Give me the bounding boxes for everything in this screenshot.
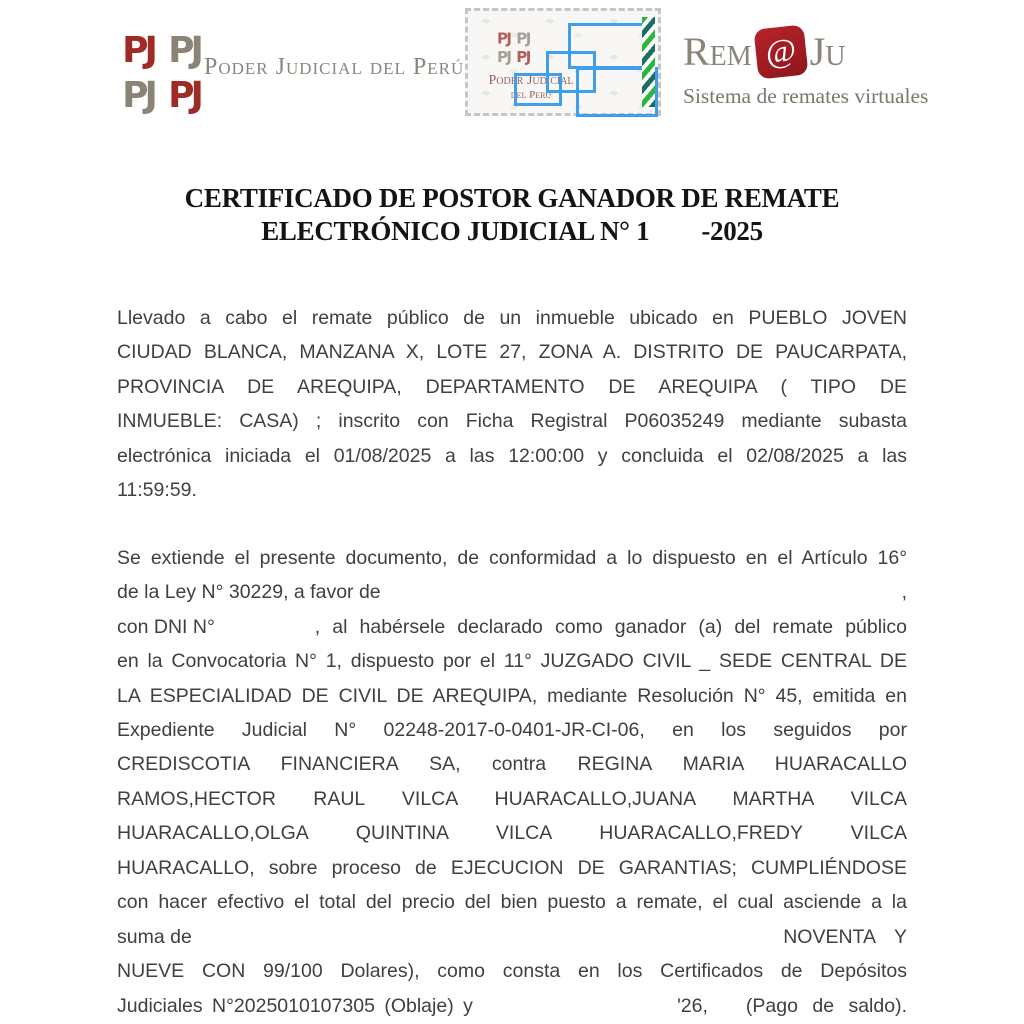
text-line: INMUEBLE: CASA) ; inscrito con Ficha Registral P06035249 mediante subasta xyxy=(117,410,907,433)
pj-monogram: PJ xyxy=(516,48,530,66)
remaju-ju-text: Ju xyxy=(809,29,846,74)
pj-monogram: PJ xyxy=(168,75,200,116)
text-line: NUEVE CON 99/100 Dolares), como consta en los Certificados de Depósitos xyxy=(117,960,907,983)
text-line: PROVINCIA DE AREQUIPA, DEPARTAMENTO DE AREQUIPA ( TIPO DE xyxy=(117,375,907,398)
title-line2 xyxy=(117,215,907,248)
text-line: en la Convocatoria N° 1, dispuesto por el 11° JUZGADO CIVIL _ SEDE CENTRAL DE xyxy=(117,650,907,673)
remaju-rem-text: Rem xyxy=(683,29,752,74)
judicial-stamp xyxy=(465,8,661,116)
intro-paragraph xyxy=(117,301,907,508)
poder-judicial-logo xyxy=(115,28,207,118)
pj-monogram: PJ xyxy=(168,30,200,71)
text-line-redacted-deposit xyxy=(117,989,907,1023)
poder-judicial-wordmark: Poder Judicial del Perú xyxy=(204,54,465,80)
text-line: CIUDAD BLANCA, MANZANA X, LOTE 27, ZONA A. DISTRITO DE PAUCARPATA, xyxy=(117,341,907,364)
details-paragraph xyxy=(117,541,907,1023)
remaju-tagline: Sistema de remates virtuales xyxy=(683,84,929,108)
text-line-redacted-dni xyxy=(117,610,907,644)
deposit-left-text: Judiciales N°2025010107305 (Oblaje) y xyxy=(117,994,473,1017)
text-line: CREDISCOTIA FINANCIERA SA, contra REGINA MARIA HUARACALLO xyxy=(117,753,907,776)
pj-monogram: PJ xyxy=(496,48,511,66)
text-line: HUARACALLO, sobre proceso de EJECUCION DE GARANTIAS; CUMPLIÉNDOSE xyxy=(117,856,907,879)
stamp-pj-logo xyxy=(494,29,533,67)
title-line2-right: -2025 xyxy=(701,216,763,246)
text-line: 11:59:59. xyxy=(117,479,197,502)
document-header xyxy=(0,0,1024,140)
pj-monogram: PJ xyxy=(516,29,530,48)
suma-right-text: NOVENTA Y xyxy=(783,925,907,948)
text-line-redacted-amount xyxy=(117,920,907,954)
certificate-title xyxy=(117,182,907,248)
text-line: RAMOS,HECTOR RAUL VILCA HUARACALLO,JUANA MARTHA VILCA xyxy=(117,787,907,810)
text-line: Llevado a cabo el remate público de un inmueble ubicado en PUEBLO JOVEN xyxy=(117,307,907,329)
text-line: LA ESPECIALIDAD DE CIVIL DE AREQUIPA, mediante Resolución N° 45, emitida en xyxy=(117,684,907,707)
text-line: Expediente Judicial N° 02248-2017-0-0401-JR-CI-06, en los seguidos por xyxy=(117,718,907,741)
screen-rect-icon xyxy=(514,73,562,106)
title-line2-left: ELECTRÓNICO JUDICIAL N° 1 xyxy=(261,216,650,246)
certificate-body xyxy=(117,301,907,1023)
at-glyph: @ xyxy=(763,32,798,71)
deposit-right-text: (Pago de saldo). xyxy=(745,994,907,1017)
suma-left-text: suma de xyxy=(117,925,192,948)
favor-right-text: , xyxy=(901,581,907,604)
remaju-wordmark xyxy=(683,26,933,78)
text-line-redacted-beneficiary xyxy=(117,575,907,609)
pj-monogram: PJ xyxy=(496,29,511,48)
dni-right-text: , al habérsele declarado como ganador (a) del remate público xyxy=(314,615,907,638)
pj-monogram: PJ xyxy=(122,75,154,116)
remaju-logo xyxy=(683,26,933,109)
text-line: Se extiende el presente documento, de conformidad a lo dispuesto en el Artículo 16° xyxy=(117,546,907,569)
stamp-org-line1: Poder Judicial xyxy=(488,73,574,88)
text-line: HUARACALLO,OLGA QUINTINA VILCA HUARACALLO,FREDY VILCA xyxy=(117,822,907,845)
favor-left-text: de la Ley N° 30229, a favor de xyxy=(117,581,381,604)
text-line: con hacer efectivo el total del precio del bien puesto a remate, el cual asciende a la xyxy=(117,891,907,914)
pj-monogram: PJ xyxy=(122,30,154,71)
stamp-org-line2: del Perú xyxy=(510,89,552,101)
text-line: electrónica iniciada el 01/08/2025 a las 12:00:00 y concluida el 02/08/2025 a las xyxy=(117,444,907,467)
stamp-perforation-stripes xyxy=(642,17,655,107)
dni-left-text: con DNI N° xyxy=(117,615,215,638)
title-line1: CERTIFICADO DE POSTOR GANADOR DE REMATE xyxy=(184,183,840,213)
deposit-mid-text: '26, xyxy=(677,994,708,1017)
at-sign-icon xyxy=(753,25,808,80)
